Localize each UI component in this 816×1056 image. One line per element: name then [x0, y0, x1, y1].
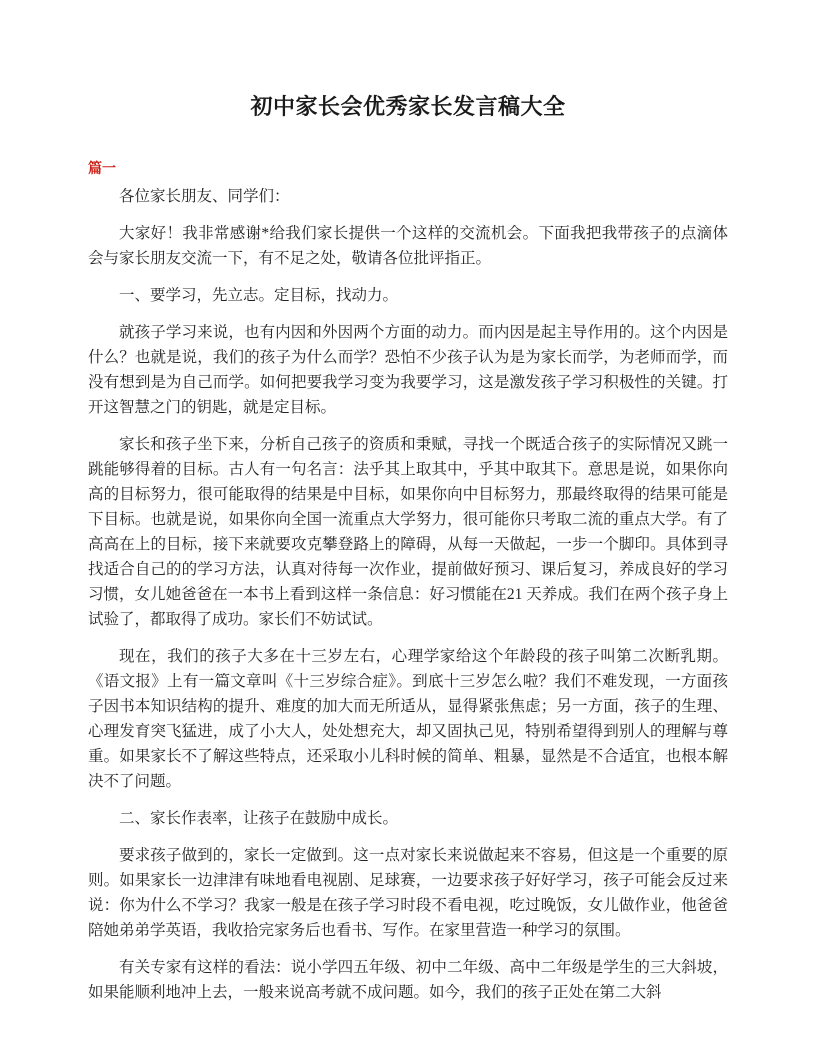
paragraph-motivation: 就孩子学习来说，也有内因和外因两个方面的动力。而内因是起主导作用的。这个内因是什么？也就是说，我们的孩子为什么而学？恐怕不少孩子认为是为家长而学，为老师而学，而没有想到是为自己而学。如何把要我学习变为我要学习，这是激发孩子学习积极性的关键。打开这智慧之门的钥匙，就是定目标。 — [88, 324, 728, 416]
paragraph-role-model: 要求孩子做到的，家长一定做到。这一点对家长来说做起来不容易，但这是一个重要的原则。如果家长一边津津有味地看电视剧、足球赛，一边要求孩子好好学习，孩子可能会反过来说：你为什么不学习？我家一般是在孩子学习时段不看电视，吃过晚饭，女儿做作业，他爸爸陪她弟弟学英语，我收拾完家务后也看书、写作。在家里营造一种学习的氛围。 — [88, 847, 728, 939]
paragraph-heading-one: 一、要学习，先立志。定目标，找动力。 — [119, 287, 399, 304]
paragraph-expert-opinion: 有关专家有这样的看法：说小学四五年级、初中二年级、高中二年级是学生的三大斜坡，如果能顺利地冲上去，一般来说高考就不成问题。如今，我们的孩子正处在第二大斜 — [88, 959, 728, 1001]
paragraph-salutation: 各位家长朋友、同学们： — [119, 188, 290, 205]
paragraph-greeting: 大家好！我非常感谢*给我们家长提供一个这样的交流机会。下面我把我带孩子的点滴体会与家长朋友交流一下，有不足之处，敬请各位批评指正。 — [88, 225, 728, 267]
document-body — [88, 0, 728, 1005]
page-title: 初中家长会优秀家长发言稿大全 — [250, 94, 566, 119]
paragraph-heading-two: 二、家长作表率，让孩子在鼓励中成长。 — [119, 810, 399, 827]
paragraph-thirteen-years-old: 现在，我们的孩子大多在十三岁左右，心理学家给这个年龄段的孩子叫第二次断乳期。《语文报》上有一篇文章叫《十三岁综合症》。到底十三岁怎么啦？我们不难发现，一方面孩子因书本知识结构的提升、难度的加大而无所适从，显得紧张焦虑；另一方面，孩子的生理、心理发育突飞猛进，成了小大人，处处想充大，却又固执己见，特别希望得到别人的理解与尊重。如果家长不了解这些特点，还采取小儿科时候的简单、粗暴，显然是不合适宜，也根本解决不了问题。 — [88, 648, 728, 790]
paragraph-goal-setting: 家长和孩子坐下来，分析自己孩子的资质和秉赋，寻找一个既适合孩子的实际情况又跳一跳能够得着的目标。古人有一句名言：法乎其上取其中，乎其中取其下。意思是说，如果你向高的目标努力，很可能取得的结果是中目标，如果你向中目标努力，那最终取得的结果可能是下目标。也就是说，如果你向全国一流重点大学努力，很可能你只考取二流的重点大学。有了高高在上的目标，接下来就要攻克攀登路上的障碍，从每一天做起，一步一个脚印。具体到寻找适合自己的的学习方法，认真对待每一次作业，提前做好预习、课后复习，养成良好的学习习惯，女儿她爸爸在一本书上看到这样一条信息：好习惯能在21 天养成。我们在两个孩子身上试验了，都取得了成功。家长们不妨试试。 — [88, 436, 728, 628]
section-label-pian-yi: 篇一 — [88, 162, 116, 177]
